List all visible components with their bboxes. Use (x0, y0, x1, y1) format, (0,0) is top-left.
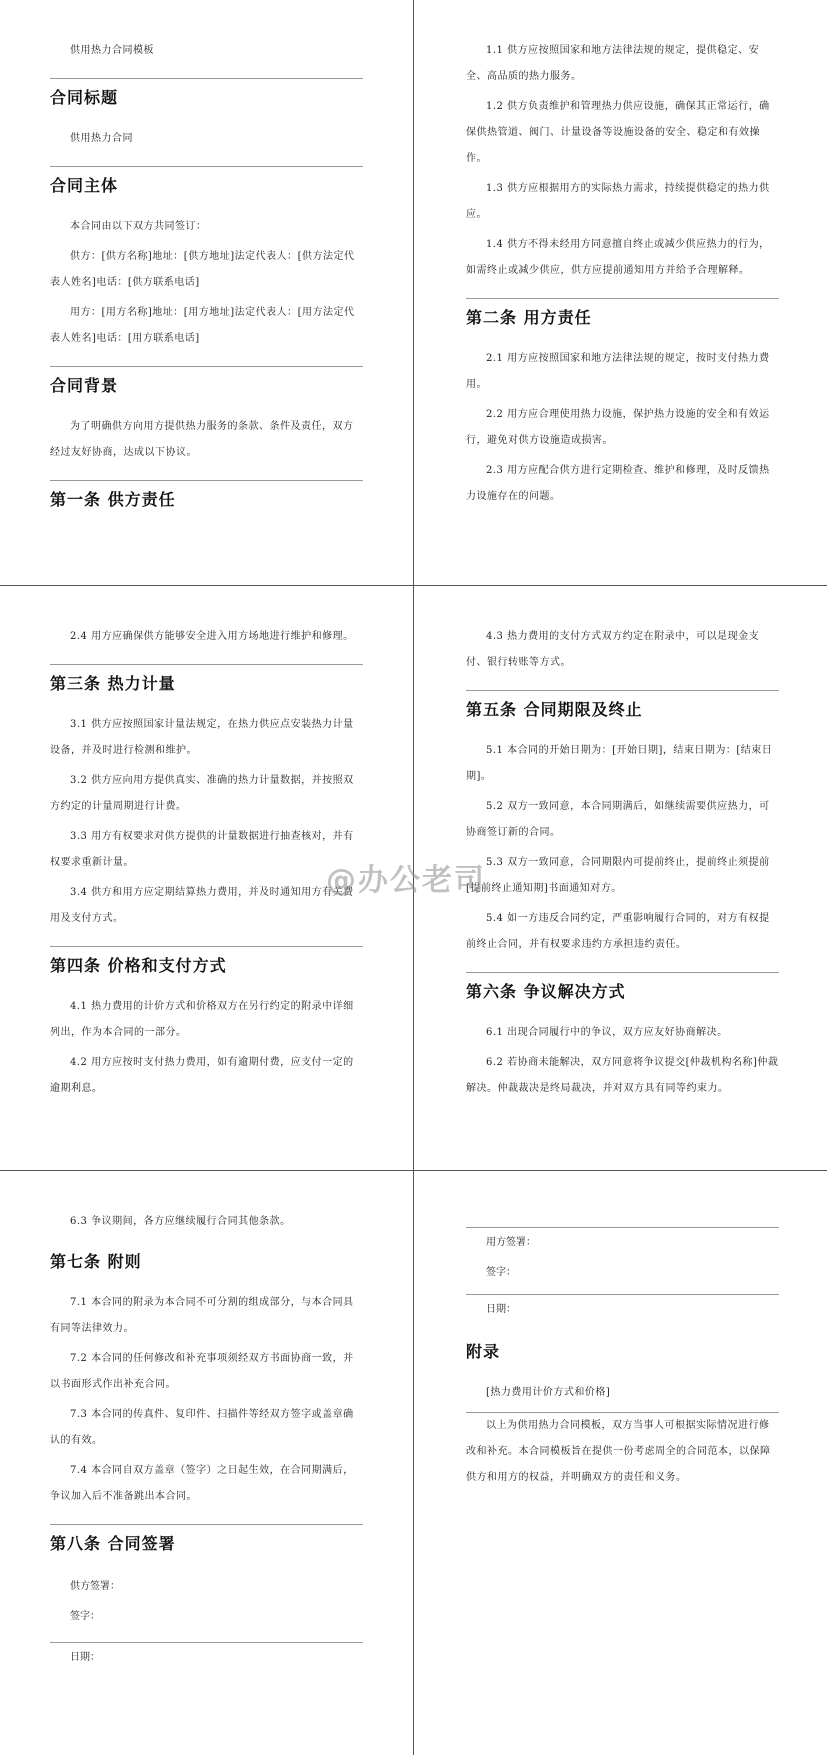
clause-1-1: 1.1 供方应按照国家和地方法律法规的规定，提供稳定、安全、高品质的热力服务。 (466, 45, 760, 82)
clause-6-3: 6.3 争议期间，各方应继续履行合同其他条款。 (70, 1216, 291, 1227)
watermark-text: @办公老司 (326, 863, 486, 898)
clause-5-4: 5.4 如一方违反合同约定，严重影响履行合同的，对方有权提前终止合同，并有权要求违约方承担违约责任。 (466, 913, 770, 950)
page-6 (414, 1171, 827, 1756)
appendix-item: [热力费用计价方式和价格] (486, 1387, 611, 1398)
heading-article-2: 第二条 用方责任 (466, 308, 592, 327)
clause-2-4: 2.4 用方应确保供方能够安全进入用方场地进行维护和修理。 (70, 631, 354, 642)
clause-1-4: 1.4 供方不得未经用方同意擅自终止或减少供应热力的行为，如需终止或减少供应，供方应提前通知用方并给予合理解释。 (466, 239, 770, 276)
background-text: 为了明确供方向用方提供热力服务的条款、条件及责任，双方经过友好协商，达成以下协议。 (50, 421, 354, 458)
clause-4-2: 4.2 用方应按时支付热力费用，如有逾期付费，应支付一定的逾期利息。 (50, 1057, 354, 1094)
heading-article-7: 第七条 附则 (50, 1252, 142, 1271)
clause-7-4: 7.4 本合同自双方盖章（签字）之日起生效，在合同期满后，争议加入后不准备跳出本合同。 (50, 1465, 354, 1502)
clause-2-1: 2.1 用方应按照国家和地方法律法规的规定，按时支付热力费用。 (466, 353, 770, 390)
user-signature-label: 用方签署： (486, 1237, 536, 1248)
page-5 (0, 1171, 413, 1756)
page-1-content (50, 0, 363, 528)
clause-5-2: 5.2 双方一致同意，本合同期满后，如继续需要供应热力，可协商签订新的合同。 (466, 801, 770, 838)
clause-6-1: 6.1 出现合同履行中的争议，双方应友好协商解决。 (486, 1027, 728, 1038)
heading-appendix: 附录 (466, 1342, 501, 1361)
page-6-content (466, 1171, 779, 1495)
parties-intro: 本合同由以下双方共同签订： (70, 221, 207, 232)
heading-article-4: 第四条 价格和支付方式 (50, 956, 227, 975)
supplier-signature-label: 供方签署： (70, 1581, 120, 1592)
clause-3-2: 3.2 供方应向用方提供真实、准确的热力计量数据，并按照双方约定的计量周期进行计费。 (50, 775, 354, 812)
clause-2-2: 2.2 用方应合理使用热力设施，保护热力设施的安全和有效运行，避免对供方设施造成损害。 (466, 409, 770, 446)
heading-article-6: 第六条 争议解决方式 (466, 982, 626, 1001)
clause-3-3: 3.3 用方有权要求对供方提供的计量数据进行抽查核对，并有权要求重新计量。 (50, 831, 354, 868)
heading-article-1: 第一条 供方责任 (50, 490, 176, 509)
closing-text: 以上为供用热力合同模板，双方当事人可根据实际情况进行修改和补充。本合同模板旨在提供一份考虑周全的合同范本，以保障供方和用方的权益，并明确双方的责任和义务。 (466, 1420, 771, 1483)
clause-4-3: 4.3 热力费用的支付方式双方约定在附录中，可以是现金支付、银行转账等方式。 (466, 631, 760, 668)
date-label: 日期： (70, 1652, 100, 1663)
clause-7-2: 7.2 本合同的任何修改和补充事项须经双方书面协商一致，并以书面形式作出补充合同。 (50, 1353, 354, 1390)
page-1 (0, 0, 413, 585)
heading-parties: 合同主体 (50, 176, 119, 195)
clause-3-4: 3.4 供方和用方应定期结算热力费用，并及时通知用方有关费用及支付方式。 (50, 887, 354, 924)
clause-5-1: 5.1 本合同的开始日期为：[开始日期]，结束日期为：[结束日期]。 (466, 745, 773, 782)
clause-3-1: 3.1 供方应按照国家计量法规定，在热力供应点安装热力计量设备，并及时进行检测和维护。 (50, 719, 354, 756)
clause-1-3: 1.3 供方应根据用方的实际热力需求，持续提供稳定的热力供应。 (466, 183, 770, 220)
page-4-content (466, 586, 779, 1106)
supplier-info: 供方：[供方名称]地址：[供方地址]法定代表人：[供方法定代表人姓名]电话：[供方联系电话] (50, 251, 355, 288)
clause-5-3: 5.3 双方一致同意，合同期限内可提前终止，提前终止须提前[提前终止通知期]书面通知对方。 (466, 857, 770, 894)
page-2 (414, 0, 827, 585)
clause-6-2: 6.2 若协商未能解决，双方同意将争议提交[仲裁机构名称]仲裁解决。仲裁裁决是终局裁决，并对双方具有同等约束力。 (466, 1057, 779, 1094)
clause-1-2: 1.2 供方负责维护和管理热力供应设施，确保其正常运行，确保供热管道、阀门、计量设备等设施设备的安全、稳定和有效操作。 (466, 101, 770, 164)
page-2-content (466, 0, 779, 514)
page-5-content (50, 1171, 363, 1673)
title-text: 供用热力合同 (70, 133, 133, 144)
clause-4-1: 4.1 热力费用的计价方式和价格双方在另行约定的附录中详细列出，作为本合同的一部分。 (50, 1001, 354, 1038)
clause-7-3: 7.3 本合同的传真件、复印件、扫描件等经双方签字或盖章确认的有效。 (50, 1409, 354, 1446)
date-label: 日期： (486, 1304, 516, 1315)
heading-background: 合同背景 (50, 376, 119, 395)
user-info: 用方：[用方名称]地址：[用方地址]法定代表人：[用方法定代表人姓名]电话：[用方联系电话] (50, 307, 355, 344)
heading-article-8: 第八条 合同签署 (50, 1534, 176, 1553)
sign-label: 签字： (70, 1611, 100, 1622)
clause-2-3: 2.3 用方应配合供方进行定期检查、维护和修理，及时反馈热力设施存在的问题。 (466, 465, 770, 502)
page-3-content (50, 586, 363, 1106)
clause-7-1: 7.1 本合同的附录为本合同不可分割的组成部分，与本合同具有同等法律效力。 (50, 1297, 354, 1334)
sign-label: 签字： (486, 1267, 516, 1278)
heading-article-5: 第五条 合同期限及终止 (466, 700, 643, 719)
template-title: 供用热力合同模板 (70, 45, 154, 56)
heading-article-3: 第三条 热力计量 (50, 674, 176, 693)
heading-title: 合同标题 (50, 88, 119, 107)
